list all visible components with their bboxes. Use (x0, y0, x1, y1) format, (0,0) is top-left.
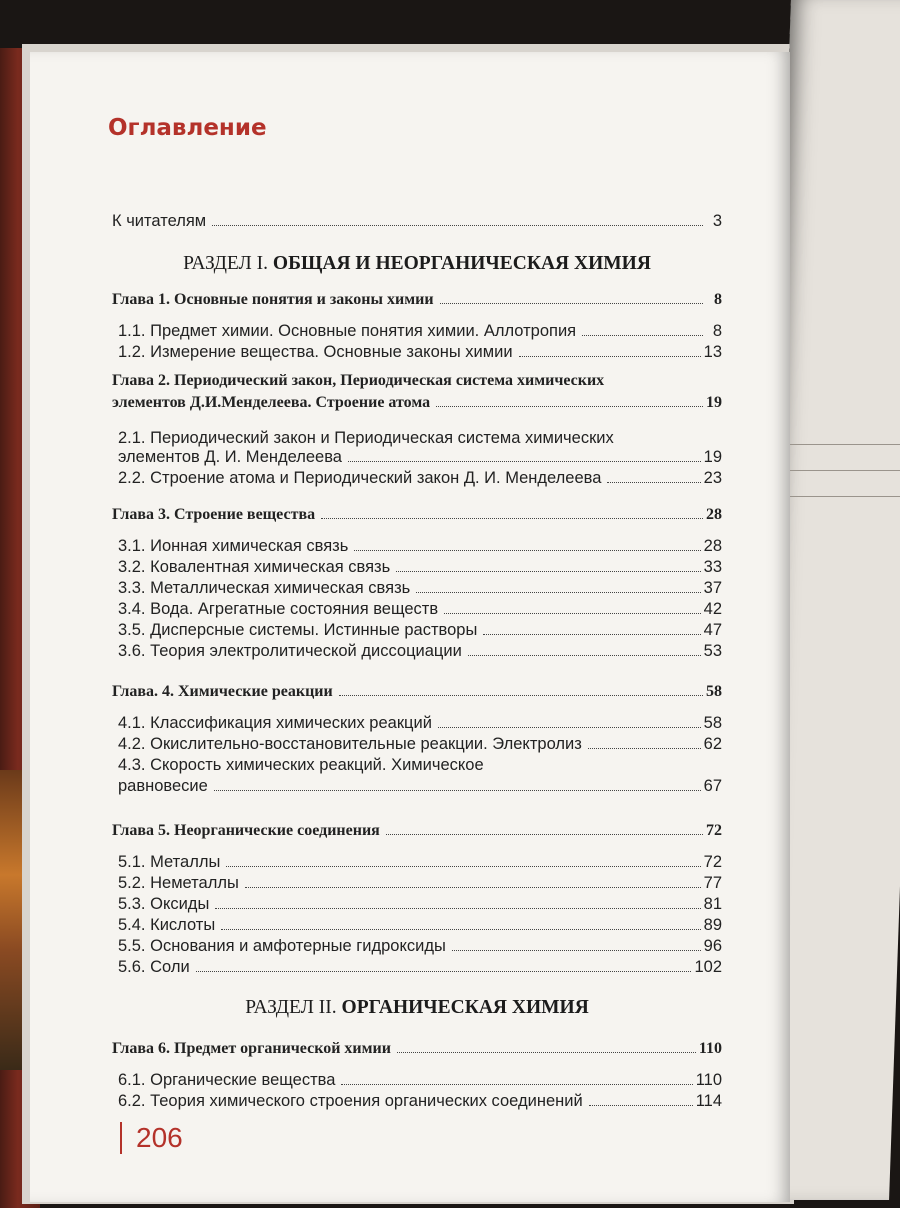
toc-entry-text: 5.2. Неметаллы (118, 874, 239, 892)
dot-leader (245, 887, 701, 888)
toc-page-number: 8 (714, 291, 722, 308)
dot-leader (468, 655, 701, 656)
toc-entry-4-3-line1[interactable]: 4.3. Скорость химических реакций. Химическое (118, 756, 484, 774)
dot-leader (226, 866, 700, 867)
toc-page-number: 33 (703, 558, 722, 576)
toc-entry-text: 6.2. Теория химического строения органических соединений (118, 1092, 583, 1110)
toc-entry-1-1[interactable] (118, 322, 722, 341)
toc-page-number: 58 (703, 714, 722, 732)
section-heading-2 (112, 997, 722, 1019)
toc-page-number: 110 (698, 1040, 722, 1057)
dot-leader (339, 695, 703, 696)
toc-entry-3-5[interactable] (118, 621, 722, 640)
toc-chapter-2[interactable] (112, 394, 722, 412)
section-name: ОБЩАЯ И НЕОРГАНИЧЕСКАЯ ХИМИЯ (272, 253, 651, 274)
dot-leader (214, 790, 701, 791)
toc-entry-5-5[interactable] (118, 937, 722, 956)
dot-leader (321, 518, 703, 519)
dot-leader (396, 571, 700, 572)
dot-leader (582, 335, 703, 336)
toc-entry-text: 3.6. Теория электролитической диссоциации (118, 642, 462, 660)
toc-entry-text: равновесие (118, 777, 208, 795)
toc-entry-text: 6.1. Органические вещества (118, 1071, 336, 1089)
toc-entry-5-6[interactable] (118, 958, 722, 977)
toc-chapter-6[interactable] (112, 1040, 722, 1058)
toc-page-number: 110 (695, 1071, 722, 1089)
dot-leader (438, 727, 701, 728)
dot-leader (444, 613, 701, 614)
toc-page-number: 89 (703, 916, 722, 934)
toc-page-number: 42 (703, 600, 722, 618)
toc-entry-4-1[interactable] (118, 714, 722, 733)
toc-entry-text: 3.4. Вода. Агрегатные состояния веществ (118, 600, 439, 618)
facing-page-rule (790, 496, 900, 497)
dot-leader (440, 303, 703, 304)
section-name: ОРГАНИЧЕСКАЯ ХИМИЯ (341, 997, 589, 1018)
toc-entry-text: Глава 5. Неорганические соединения (112, 822, 380, 839)
toc-entry-text: К читателям (112, 212, 207, 230)
dot-leader (589, 1105, 693, 1106)
dot-leader (196, 971, 692, 972)
facing-page-rule (790, 470, 900, 471)
toc-entry-3-6[interactable] (118, 642, 722, 661)
toc-chapter-1[interactable] (112, 291, 722, 309)
toc-page-number: 77 (703, 874, 722, 892)
toc-page-number: 13 (703, 343, 722, 361)
toc-entry-text: 3.2. Ковалентная химическая связь (118, 558, 391, 576)
dot-leader (354, 550, 700, 551)
toc-entry-text: 3.1. Ионная химическая связь (118, 537, 349, 555)
dot-leader (348, 461, 701, 462)
toc-page-number: 47 (703, 621, 722, 639)
toc-page-number: 81 (703, 895, 722, 913)
toc-page-number: 19 (703, 448, 722, 466)
toc-entry-text: Глава 6. Предмет органической химии (112, 1040, 391, 1057)
dot-leader (483, 634, 700, 635)
toc-entry-2-1[interactable] (118, 448, 722, 467)
dot-leader (215, 908, 700, 909)
dot-leader (397, 1052, 696, 1053)
toc-page-number: 96 (703, 937, 722, 955)
toc-page-number: 28 (703, 537, 722, 555)
toc-entry-text: 3.3. Металлическая химическая связь (118, 579, 411, 597)
dot-leader (588, 748, 701, 749)
toc-entry-text: элементов Д.И.Менделеева. Строение атома (112, 394, 431, 411)
toc-entry-text: 5.3. Оксиды (118, 895, 210, 913)
facing-page-rule (790, 444, 900, 445)
toc-entry-text: Глава 1. Основные понятия и законы химии (112, 291, 434, 308)
toc-entry-1-2[interactable] (118, 343, 722, 362)
page-title: Оглавление (108, 115, 267, 141)
page-number: 206 (120, 1122, 183, 1154)
toc-chapter-5[interactable] (112, 822, 722, 840)
toc-page-number: 72 (703, 853, 722, 871)
toc-page-number: 3 (712, 212, 722, 230)
toc-entry-5-2[interactable] (118, 874, 722, 893)
section-heading-1 (112, 253, 722, 275)
toc-entry-text: 5.4. Кислоты (118, 916, 216, 934)
toc-entry-text: 1.1. Предмет химии. Основные понятия химии. Аллотропия (118, 322, 577, 340)
toc-page-number: 8 (712, 322, 722, 340)
toc-entry-text: 3.5. Дисперсные системы. Истинные растворы (118, 621, 478, 639)
toc-entry-text: Глава 3. Строение вещества (112, 506, 316, 523)
toc-entry-text: 5.6. Соли (118, 958, 190, 976)
toc-page-number: 37 (703, 579, 722, 597)
toc-entry-3-2[interactable] (118, 558, 722, 577)
toc-entry-2-2[interactable] (118, 469, 722, 488)
toc-entry-text: 5.1. Металлы (118, 853, 221, 871)
toc-entry-6-1[interactable] (118, 1071, 722, 1090)
toc-page-number: 28 (706, 506, 722, 523)
toc-entry-3-1[interactable] (118, 537, 722, 556)
section-prefix: РАЗДЕЛ II. (245, 997, 342, 1018)
toc-page-number: 72 (706, 822, 722, 839)
toc-entry-text: элементов Д. И. Менделеева (118, 448, 342, 466)
toc-page-number: 58 (706, 683, 722, 700)
toc-entry-5-1[interactable] (118, 853, 722, 872)
toc-entry-intro[interactable] (112, 212, 722, 231)
dot-leader (212, 225, 703, 226)
toc-page-number: 19 (706, 394, 722, 411)
toc-page-number: 67 (703, 777, 722, 795)
section-prefix: РАЗДЕЛ I. (183, 253, 273, 274)
toc-entry-2-1-line1[interactable]: 2.1. Периодический закон и Периодическая система химических (118, 429, 614, 447)
toc-entry-3-4[interactable] (118, 600, 722, 619)
dot-leader (221, 929, 700, 930)
toc-entry-text: 1.2. Измерение вещества. Основные законы химии (118, 343, 513, 361)
dot-leader (341, 1084, 692, 1085)
toc-entry-text: 4.2. Окислительно-восстановительные реакции. Электролиз (118, 735, 582, 753)
dot-leader (519, 356, 701, 357)
toc-entry-text: 4.1. Классификация химических реакций (118, 714, 432, 732)
dot-leader (607, 482, 700, 483)
toc-entry-3-3[interactable] (118, 579, 722, 598)
toc-chapter-4[interactable] (112, 683, 722, 701)
toc-entry-5-4[interactable] (118, 916, 722, 935)
toc-chapter-2-line1[interactable]: Глава 2. Периодический закон, Периодическая система химических (112, 372, 605, 389)
toc-page-number: 114 (695, 1092, 722, 1110)
toc-entry-5-3[interactable] (118, 895, 722, 914)
toc-entry-4-3[interactable] (118, 777, 722, 796)
toc-page-number: 102 (694, 958, 722, 976)
toc-entry-4-2[interactable] (118, 735, 722, 754)
toc-page-number: 62 (703, 735, 722, 753)
dot-leader (452, 950, 701, 951)
toc-chapter-3[interactable] (112, 506, 722, 524)
toc-page-number: 23 (703, 469, 722, 487)
toc-entry-6-2[interactable] (118, 1092, 722, 1111)
dot-leader (436, 406, 703, 407)
toc-entry-text: Глава. 4. Химические реакции (112, 683, 333, 700)
toc-entry-text: 2.2. Строение атома и Периодический закон Д. И. Менделеева (118, 469, 602, 487)
toc-page-number: 53 (703, 642, 722, 660)
dot-leader (386, 834, 703, 835)
toc-entry-text: 5.5. Основания и амфотерные гидроксиды (118, 937, 446, 955)
dot-leader (416, 592, 700, 593)
